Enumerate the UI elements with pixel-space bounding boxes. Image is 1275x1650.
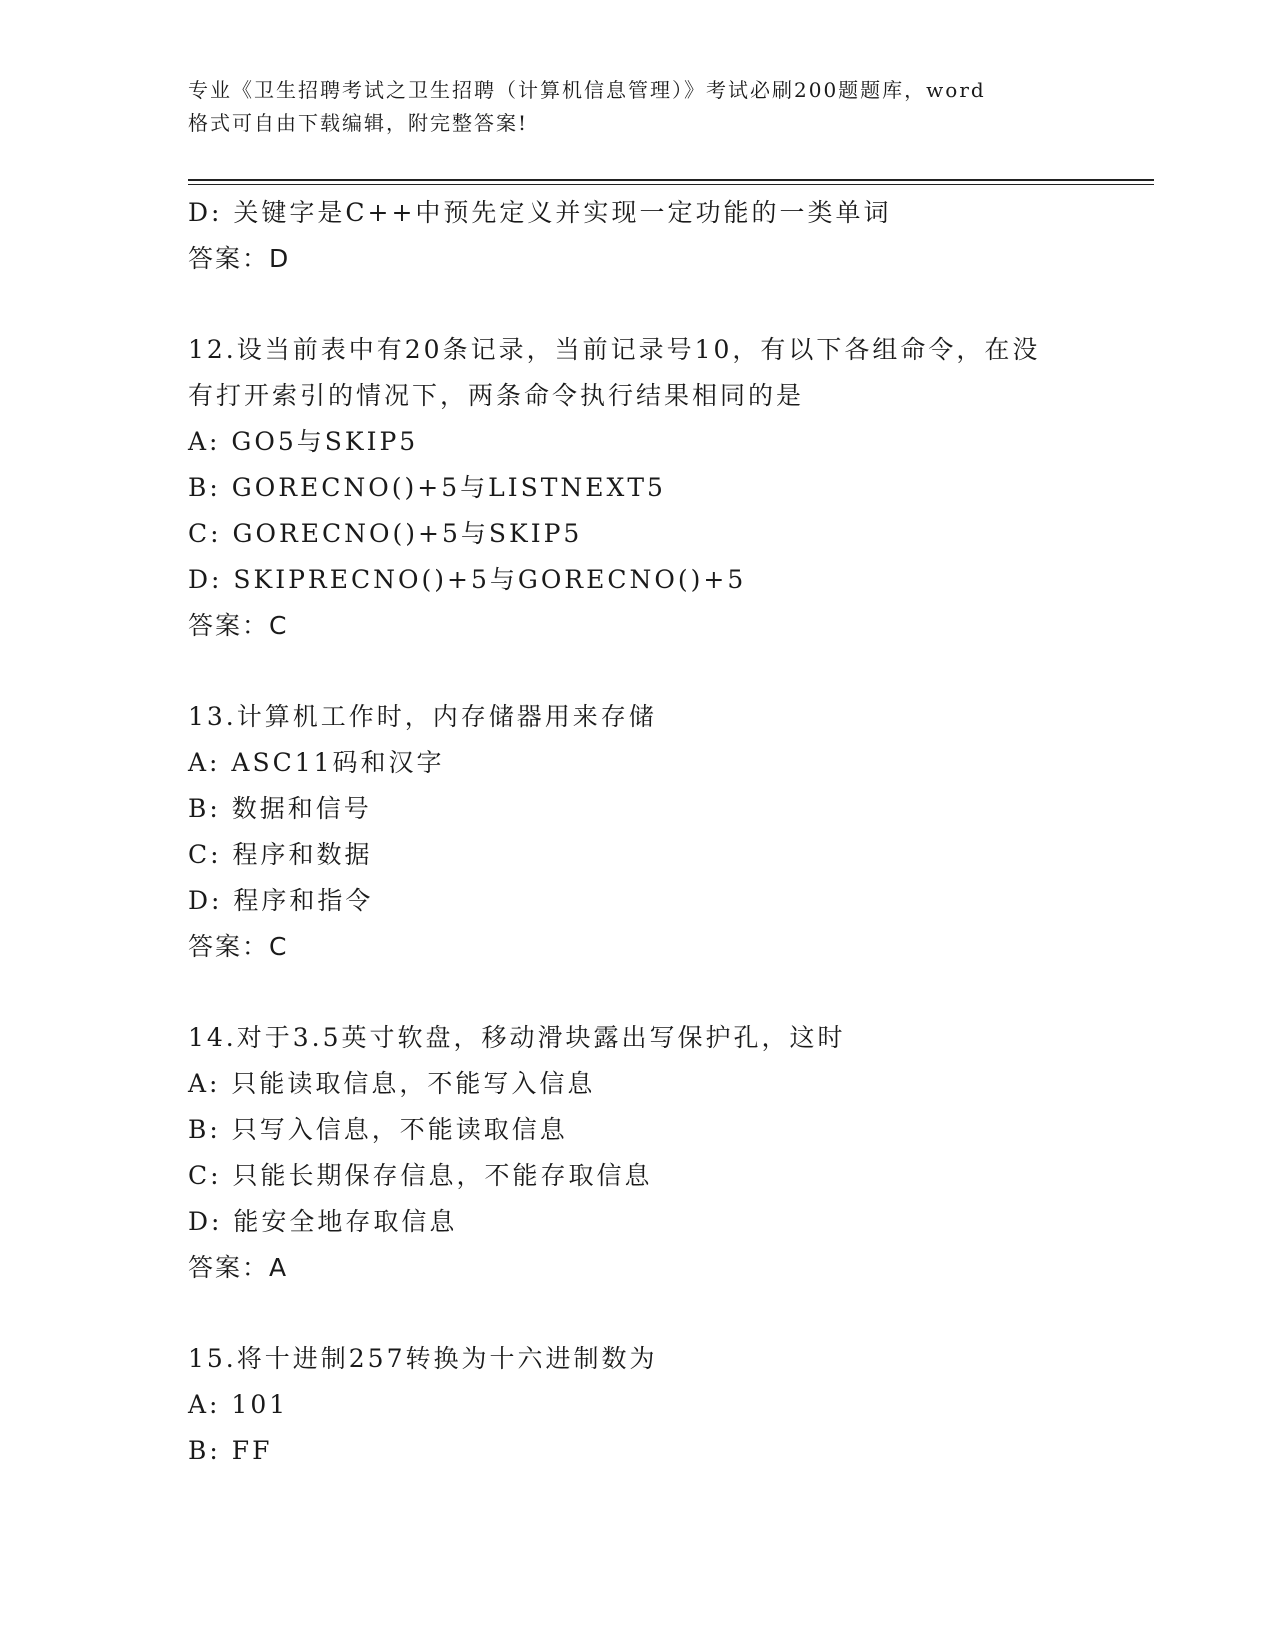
question-stem: 14.对于3.5英寸软盘，移动滑块露出写保护孔，这时: [188, 1023, 846, 1052]
header-line-2: 格式可自由下载编辑，附完整答案!: [188, 111, 529, 135]
question-stem: 12.设当前表中有20条记录，当前记录号10，有以下各组命令，在没: [188, 335, 1041, 364]
document-header: [188, 74, 1088, 140]
answer-label: 答案：D: [188, 244, 291, 273]
option-d: D: 能安全地存取信息: [188, 1207, 458, 1236]
option-a: A: ASC11码和汉字: [188, 748, 445, 777]
option-d: D: SKIPRECNO()+5与GORECNO()+5: [188, 565, 747, 594]
option-c: C: 程序和数据: [188, 840, 373, 869]
header-divider-thick: [188, 179, 1154, 181]
option-c: C: GORECNO()+5与SKIP5: [188, 519, 583, 548]
option-d: D: 程序和指令: [188, 886, 374, 915]
option-a: A: 101: [188, 1390, 289, 1419]
option-a: A: 只能读取信息，不能写入信息: [188, 1069, 596, 1098]
option-b: B: 数据和信号: [188, 794, 372, 823]
option-c: C: 只能长期保存信息，不能存取信息: [188, 1161, 653, 1190]
question-12: [188, 327, 1108, 649]
question-15: [188, 1336, 1108, 1474]
question-14: [188, 1015, 1108, 1291]
header-line-1: 专业《卫生招聘考试之卫生招聘（计算机信息管理）》考试必刷200题题库，word: [188, 78, 986, 102]
option-b: B: GORECNO()+5与LISTNEXT5: [188, 473, 666, 502]
answer-label: 答案：C: [188, 611, 289, 640]
question-stem: 13.计算机工作时，内存储器用来存储: [188, 702, 657, 731]
option-b: B: FF: [188, 1436, 273, 1465]
option-b: B: 只写入信息，不能读取信息: [188, 1115, 568, 1144]
question-stem: 15.将十进制257转换为十六进制数为: [188, 1344, 658, 1373]
answer-label: 答案：A: [188, 1253, 289, 1282]
option-d: D: 关键字是C++中预先定义并实现一定功能的一类单词: [188, 198, 892, 227]
header-divider-thin: [188, 184, 1154, 185]
question-13: [188, 694, 1108, 970]
option-a: A: GO5与SKIP5: [188, 427, 419, 456]
question-list: [188, 190, 1108, 1474]
question-11-tail: [188, 190, 1108, 282]
question-stem: 有打开索引的情况下，两条命令执行结果相同的是: [188, 381, 805, 410]
answer-label: 答案：C: [188, 932, 289, 961]
